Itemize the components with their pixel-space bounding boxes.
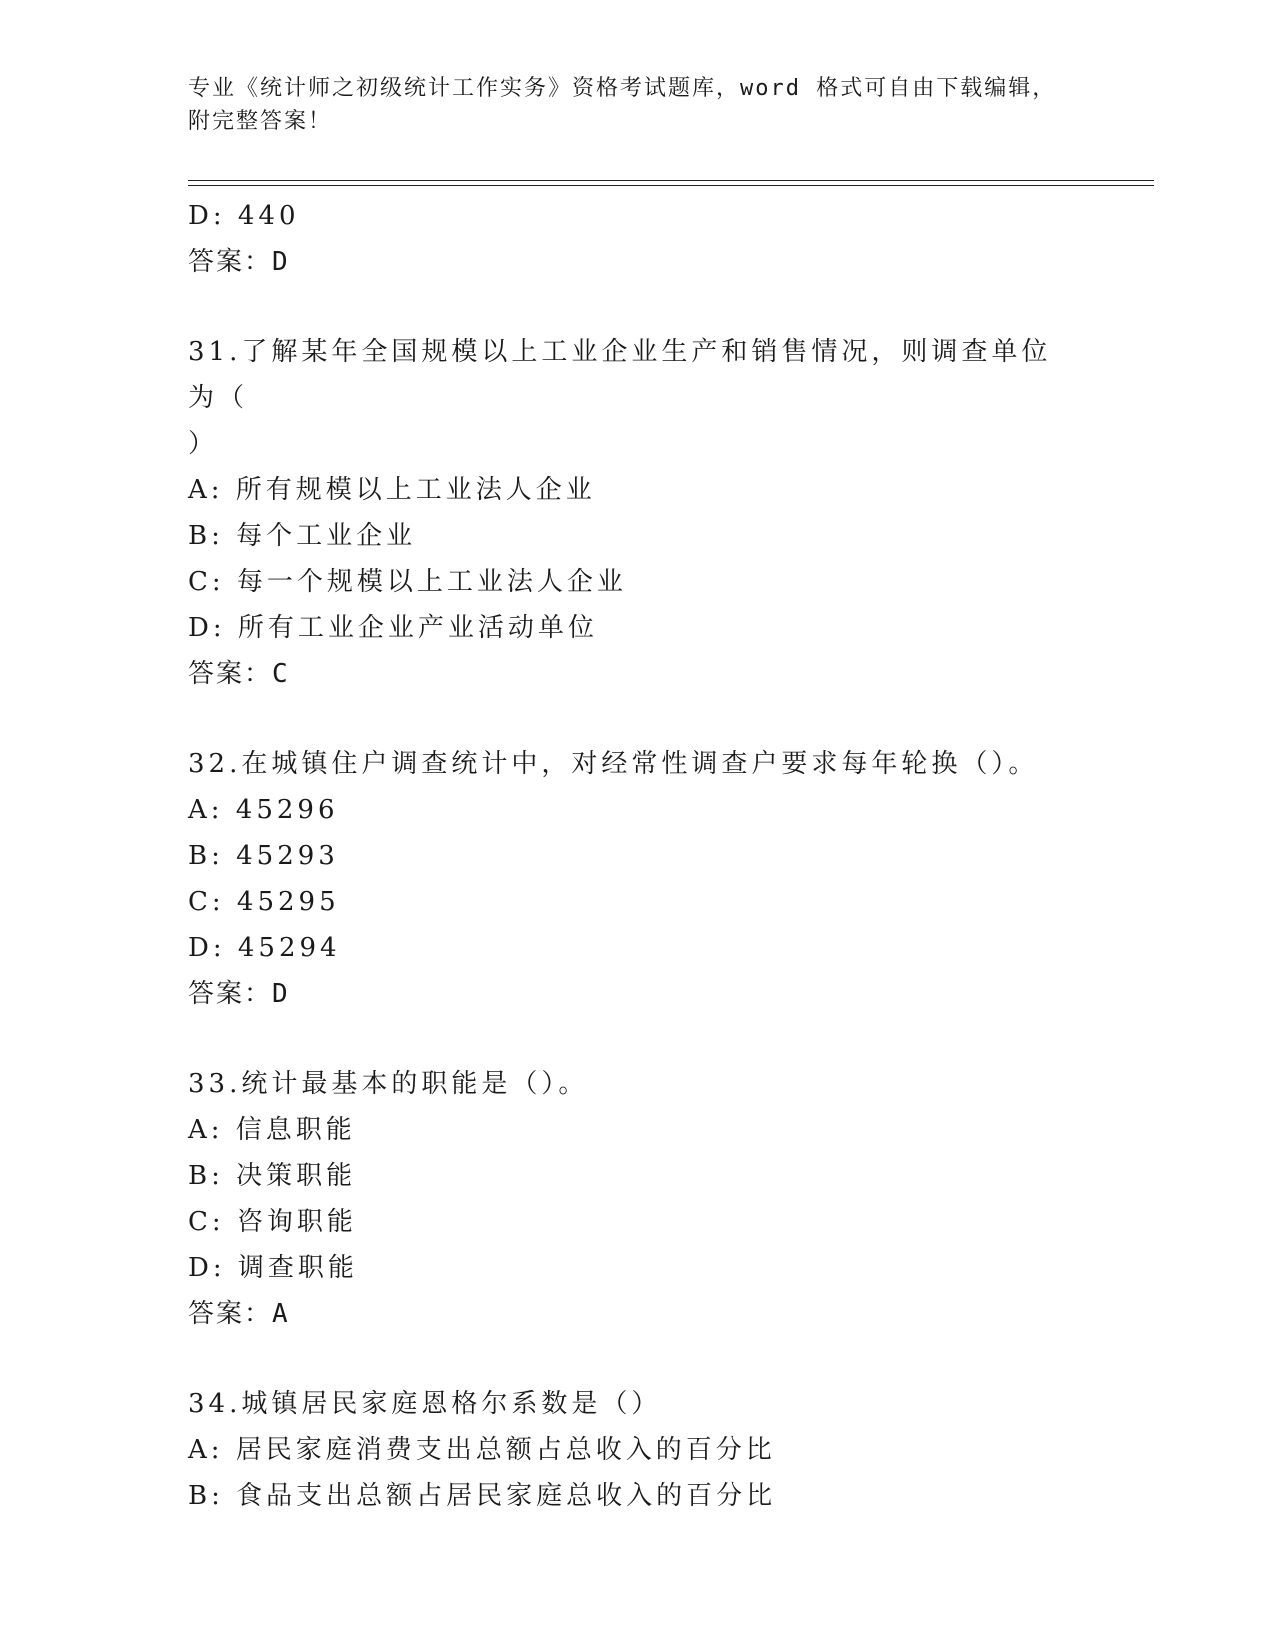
option-c: C: 45295 <box>188 887 340 917</box>
option-b: B: 食品支出总额占居民家庭总收入的百分比 <box>188 1481 777 1511</box>
question-title-continued: ） <box>188 429 219 459</box>
answer-label: 答案： <box>188 659 273 689</box>
answer <box>188 971 1088 1017</box>
answer-label: 答案： <box>188 979 273 1009</box>
answer-value: D <box>272 979 290 1009</box>
document-header <box>188 72 1068 138</box>
header-line-1: 专业《统计师之初级统计工作实务》资格考试题库，word 格式可自由下载编辑， <box>188 76 1057 101</box>
option-c: C: 每一个规模以上工业法人企业 <box>188 567 627 597</box>
option-b: B: 45293 <box>188 841 339 871</box>
option-c: C: 咨询职能 <box>188 1207 357 1237</box>
option-d: D: 所有工业企业产业活动单位 <box>188 613 598 643</box>
option-b: B: 决策职能 <box>188 1161 357 1191</box>
question-34 <box>188 1381 1088 1519</box>
question-list <box>188 193 1088 1519</box>
option-a: A: 所有规模以上工业法人企业 <box>188 475 596 505</box>
answer-value: C <box>272 659 290 689</box>
prev-option-d: D: 440 <box>188 201 300 231</box>
prev-answer <box>188 239 1088 285</box>
answer-label: 答案： <box>188 1299 273 1329</box>
answer-value: D <box>272 247 290 277</box>
header-line-2: 附完整答案！ <box>188 109 333 134</box>
question-title: 32.在城镇住户调查统计中，对经常性调查户要求每年轮换（）。 <box>188 749 1039 779</box>
option-d: D: 45294 <box>188 933 341 963</box>
answer <box>188 651 1088 697</box>
answer-value: A <box>272 1299 290 1329</box>
option-b: B: 每个工业企业 <box>188 521 417 551</box>
option-a: A: 45296 <box>188 795 339 825</box>
question-title: 34.城镇居民家庭恩格尔系数是（） <box>188 1389 662 1419</box>
option-d: D: 调查职能 <box>188 1253 358 1283</box>
question-32 <box>188 741 1088 1017</box>
option-a: A: 居民家庭消费支出总额占总收入的百分比 <box>188 1435 776 1465</box>
header-divider-top <box>188 180 1154 181</box>
answer <box>188 1291 1088 1337</box>
option-a: A: 信息职能 <box>188 1115 356 1145</box>
question-title: 33.统计最基本的职能是（）。 <box>188 1069 589 1099</box>
question-title: 31.了解某年全国规模以上工业企业生产和销售情况，则调查单位为（ <box>188 337 1052 413</box>
question-33 <box>188 1061 1088 1337</box>
answer-label: 答案： <box>188 247 273 277</box>
question-31 <box>188 329 1088 697</box>
header-divider-bottom <box>188 185 1154 186</box>
